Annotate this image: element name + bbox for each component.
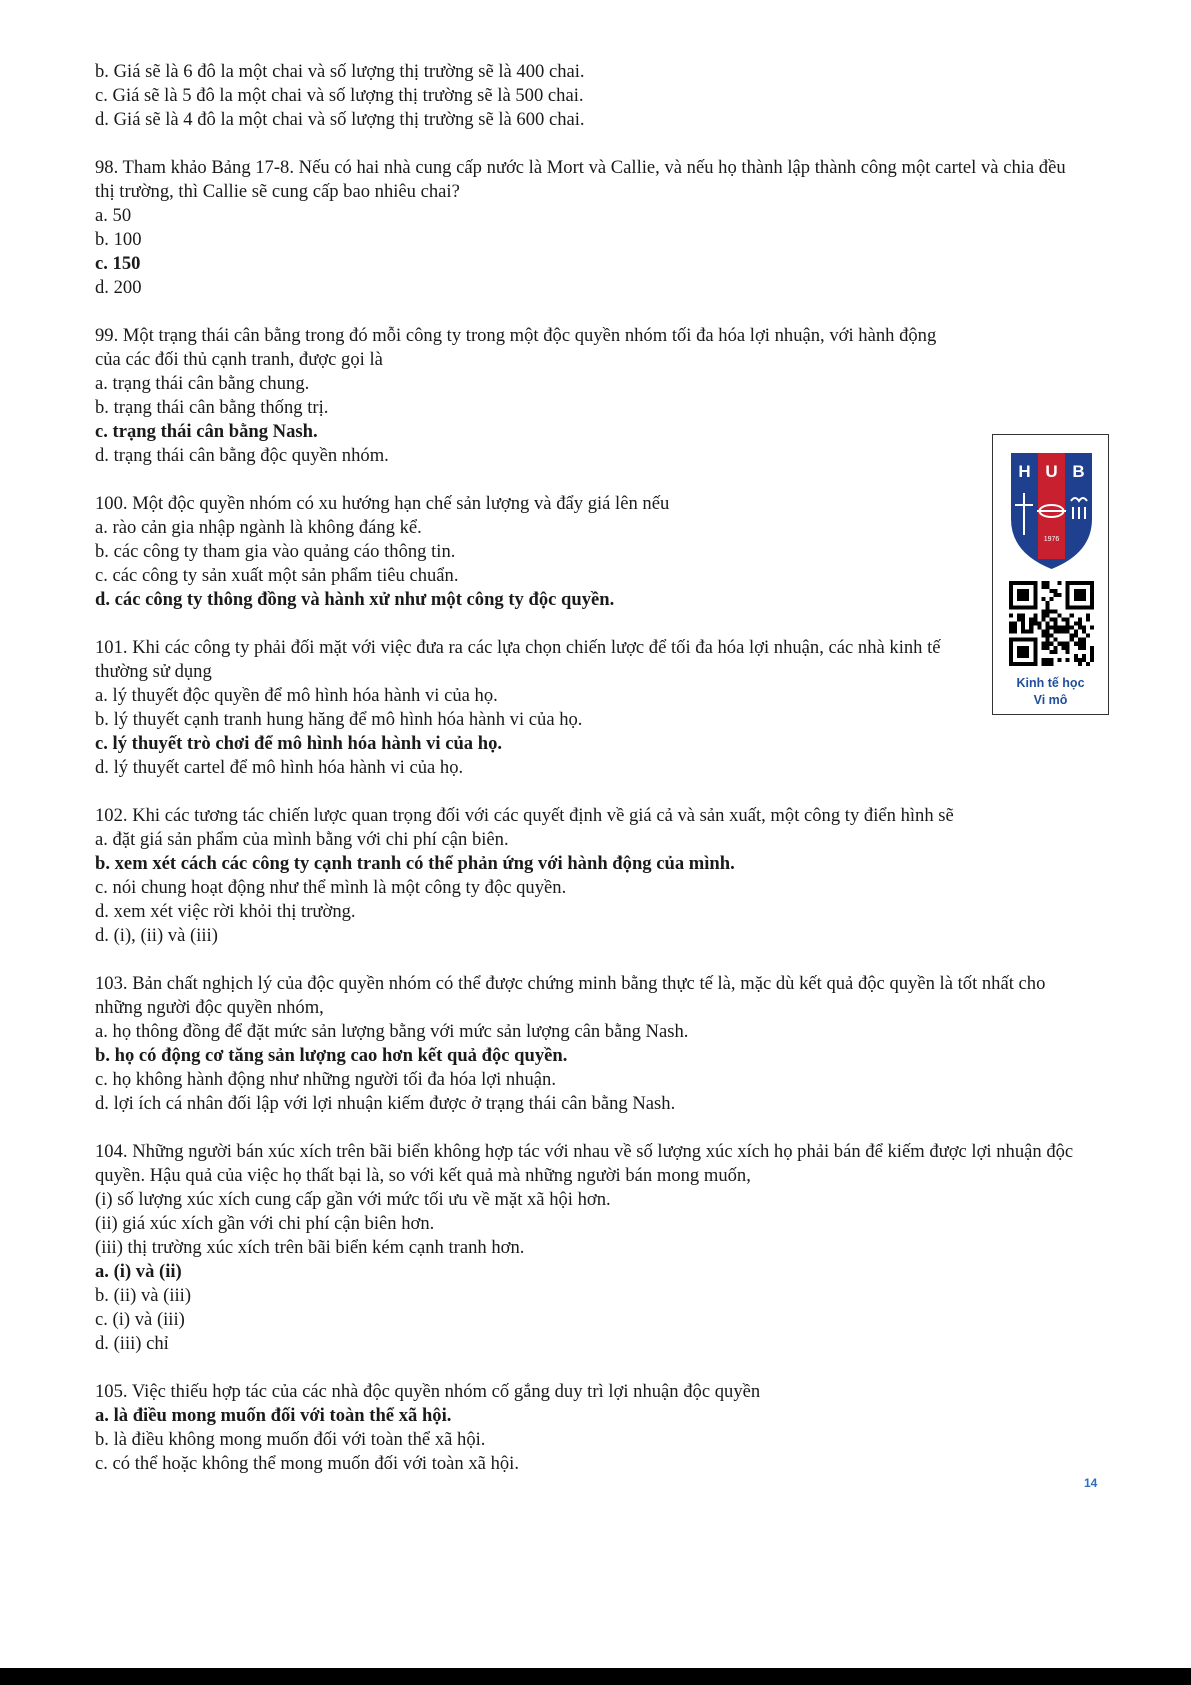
answer-option: (iii) thị trường xúc xích trên bãi biển kém cạnh tranh hơn. (95, 1237, 525, 1258)
answer-option: b. 100 (95, 229, 142, 250)
answer-option: b. lý thuyết cạnh tranh hung hăng để mô hình hóa hành vi của họ. (95, 709, 583, 730)
answer-option: c. nói chung hoạt động như thể mình là một công ty độc quyền. (95, 877, 567, 898)
answer-option: c. họ không hành động như những người tối đa hóa lợi nhuận. (95, 1069, 556, 1090)
logo-letter-u: U (1045, 462, 1058, 481)
question-block (95, 492, 1085, 612)
answer-option: a. trạng thái cân bằng chung. (95, 373, 310, 394)
correct-answer-option: b. xem xét cách các công ty cạnh tranh có thể phản ứng với hành động của mình. (95, 853, 735, 874)
answer-option: a. đặt giá sản phẩm của mình bằng với chi phí cận biên. (95, 829, 509, 850)
answer-option: b. trạng thái cân bằng thống trị. (95, 397, 329, 418)
answer-option: b. là điều không mong muốn đối với toàn thể xã hội. (95, 1429, 486, 1450)
question-stem: 98. Tham khảo Bảng 17-8. Nếu có hai nhà cung cấp nước là Mort và Callie, và nếu họ thành lập thành công một cartel và chia đều thị trường, thì Callie sẽ cung cấp bao nhiêu chai? (95, 157, 1066, 202)
question-list (95, 60, 1085, 1500)
page-number: 14 (1084, 1476, 1098, 1490)
question-block (95, 1140, 1085, 1356)
answer-option: b. Giá sẽ là 6 đô la một chai và số lượng thị trường sẽ là 400 chai. (95, 61, 585, 82)
logo-letter-b: B (1072, 462, 1085, 481)
correct-answer-option: c. 150 (95, 253, 141, 274)
qr-code (1009, 581, 1094, 666)
question-stem: 102. Khi các tương tác chiến lược quan trọng đối với các quyết định về giá cả và sản xuất, một công ty điển hình sẽ (95, 805, 954, 826)
correct-answer-option: c. trạng thái cân bằng Nash. (95, 421, 318, 442)
university-logo (1005, 449, 1098, 573)
answer-option: d. lợi ích cá nhân đối lập với lợi nhuận kiếm được ở trạng thái cân bằng Nash. (95, 1093, 676, 1114)
answer-option: a. lý thuyết độc quyền để mô hình hóa hành vi của họ. (95, 685, 498, 706)
question-block (95, 156, 1085, 300)
correct-answer-option: c. lý thuyết trò chơi để mô hình hóa hành vi của họ. (95, 733, 503, 754)
answer-option: d. (iii) chỉ (95, 1333, 169, 1354)
logo-letter-h: H (1018, 462, 1031, 481)
question-stem: 105. Việc thiếu hợp tác của các nhà độc quyền nhóm cố gắng duy trì lợi nhuận độc quyền (95, 1381, 761, 1402)
answer-option: c. có thể hoặc không thể mong muốn đối với toàn xã hội. (95, 1453, 519, 1474)
answer-option: d. trạng thái cân bằng độc quyền nhóm. (95, 445, 389, 466)
answer-option: d. 200 (95, 277, 142, 298)
answer-option: c. Giá sẽ là 5 đô la một chai và số lượng thị trường sẽ là 500 chai. (95, 85, 584, 106)
badge-caption-line-1: Kinh tế học (1016, 676, 1085, 690)
answer-option: d. (i), (ii) và (iii) (95, 925, 218, 946)
answer-option: d. lý thuyết cartel để mô hình hóa hành vi của họ. (95, 757, 464, 778)
question-block (95, 1380, 1085, 1476)
correct-answer-option: d. các công ty thông đồng và hành xử như một công ty độc quyền. (95, 589, 615, 610)
answer-option: a. họ thông đồng để đặt mức sản lượng bằng với mức sản lượng cân bằng Nash. (95, 1021, 689, 1042)
answer-option: a. 50 (95, 205, 132, 226)
answer-option: (i) số lượng xúc xích cung cấp gần với mức tối ưu về mặt xã hội hơn. (95, 1189, 611, 1210)
answer-option: b. các công ty tham gia vào quảng cáo thông tin. (95, 541, 456, 562)
badge-caption-line-2: Vi mô (1033, 693, 1068, 707)
answer-option: d. xem xét việc rời khỏi thị trường. (95, 901, 356, 922)
question-block (95, 324, 1085, 468)
question-block (95, 636, 1085, 780)
question-stem: 104. Những người bán xúc xích trên bãi biển không hợp tác với nhau về số lượng xúc xích họ phải bán để kiếm được lợi nhuận độc quyền. Hậu quả của việc họ thất bại là, so với kết quả mà những người bán mong muốn, (95, 1141, 1074, 1186)
question-block (95, 972, 1085, 1116)
correct-answer-option: a. (i) và (ii) (95, 1261, 182, 1282)
question-stem: 99. Một trạng thái cân bằng trong đó mỗi công ty trong một độc quyền nhóm tối đa hóa lợi nhuận, với hành động của các đối thủ cạnh tranh, được gọi là (95, 325, 937, 370)
answer-option: (ii) giá xúc xích gần với chi phí cận biên hơn. (95, 1213, 435, 1234)
question-stem: 101. Khi các công ty phải đối mặt với việc đưa ra các lựa chọn chiến lược để tối đa hóa lợi nhuận, các nhà kinh tế thường sử dụng (95, 637, 941, 682)
answer-option: a. rào cản gia nhập ngành là không đáng kể. (95, 517, 422, 538)
answer-option: d. Giá sẽ là 4 đô la một chai và số lượng thị trường sẽ là 600 chai. (95, 109, 585, 130)
course-badge (992, 434, 1109, 715)
logo-year: 1976 (1043, 536, 1060, 543)
question-stem: 100. Một độc quyền nhóm có xu hướng hạn chế sản lượng và đẩy giá lên nếu (95, 493, 670, 514)
question-block (95, 804, 1085, 948)
badge-caption (993, 675, 1108, 709)
answer-option: c. các công ty sản xuất một sản phẩm tiêu chuẩn. (95, 565, 459, 586)
correct-answer-option: b. họ có động cơ tăng sản lượng cao hơn kết quả độc quyền. (95, 1045, 568, 1066)
bottom-border (0, 1668, 1191, 1685)
question-stem: 103. Bản chất nghịch lý của độc quyền nhóm có thể được chứng minh bằng thực tế là, mặc dù kết quả độc quyền là tốt nhất cho những người độc quyền nhóm, (95, 973, 1046, 1018)
answer-option: c. (i) và (iii) (95, 1309, 185, 1330)
correct-answer-option: a. là điều mong muốn đối với toàn thể xã hội. (95, 1405, 452, 1426)
answer-option: b. (ii) và (iii) (95, 1285, 192, 1306)
continued-options (95, 60, 1085, 132)
